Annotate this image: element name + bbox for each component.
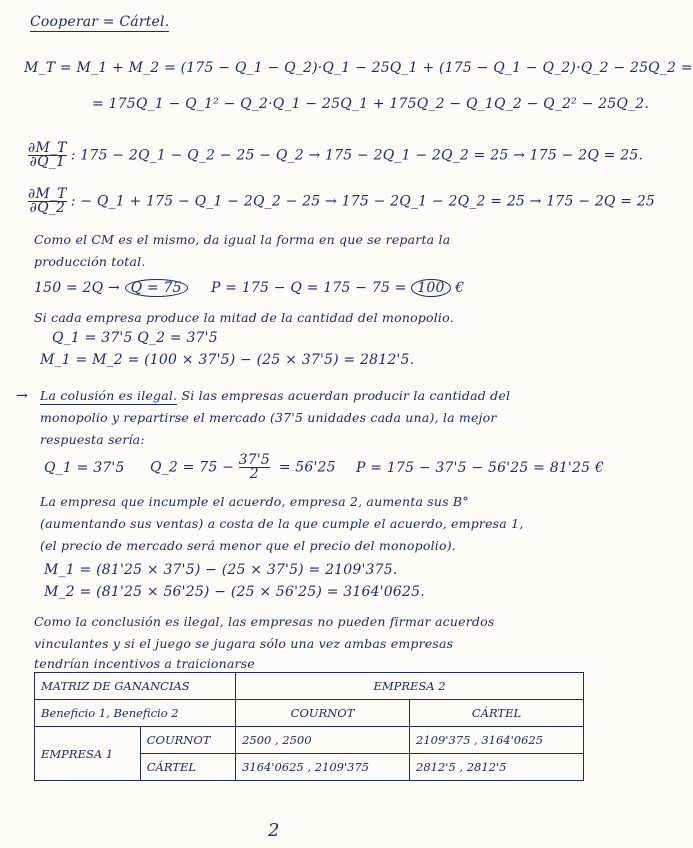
eq-price-text: P = 175 − Q = 175 − 75 = bbox=[210, 280, 407, 296]
matrix-cell-cournot-cournot: 2500 , 2500 bbox=[236, 727, 410, 754]
page-heading: Cooperar = Cártel. bbox=[30, 14, 170, 30]
paragraph-conclusion-line1: Como la conclusión es ilegal, las empresas no pueden firmar acuerdos bbox=[34, 614, 495, 629]
response-q2-result: = 56'25 bbox=[278, 459, 336, 476]
response-q2-denominator: 2 bbox=[249, 466, 259, 482]
matrix-row-cournot: COURNOT bbox=[140, 727, 235, 754]
circled-quantity: Q = 75 bbox=[125, 279, 188, 297]
derivative-q1-fraction bbox=[28, 142, 67, 169]
derivative-q2-numerator: ∂M_T bbox=[28, 186, 67, 202]
paragraph-conclusion-line2: vinculantes y si el juego se jugara sólo una vez ambas empresas bbox=[34, 636, 454, 651]
equation-total-profit: M_T = M_1 + M_2 = (175 − Q_1 − Q_2)·Q_1 − 25Q_1 + (175 − Q_1 − Q_2)·Q_2 − 25Q_2 = bbox=[24, 60, 693, 76]
paragraph-conclusion-line3: tendrían incentivos a traicionarse bbox=[34, 656, 255, 671]
response-q2-numerator: 37'5 bbox=[238, 452, 271, 468]
paragraph-cm-line1: Como el CM es el mismo, da igual la forma en que se reparta la bbox=[34, 232, 451, 247]
matrix-title: MATRIZ DE GANANCIAS bbox=[35, 673, 236, 700]
eq-quantity-text: 150 = 2Q → bbox=[34, 280, 120, 296]
paragraph-breach-line2: (aumentando sus ventas) a costa de la que cumple el acuerdo, empresa 1, bbox=[40, 516, 524, 531]
matrix-cell-cartel-cartel: 2812'5 , 2812'5 bbox=[410, 754, 584, 781]
equation-total-profit-expanded: = 175Q_1 − Q_1² − Q_2·Q_1 − 25Q_1 + 175Q_2 − Q_1Q_2 − Q_2² − 25Q_2. bbox=[92, 96, 650, 112]
matrix-row-cartel: CÁRTEL bbox=[140, 754, 235, 781]
derivative-q1-expression: : 175 − 2Q_1 − Q_2 − 25 − Q_2 → 175 − 2Q_1 − 2Q_2 = 25 → 175 − 2Q = 25. bbox=[70, 147, 644, 164]
arrow-icon: → bbox=[16, 388, 28, 404]
derivative-q1 bbox=[28, 142, 643, 169]
illegal-text-1: Si las empresas acuerdan producir la cantidad del bbox=[181, 388, 511, 403]
paragraph-breach-line1: La empresa que incumple el acuerdo, empresa 2, aumenta sus B° bbox=[40, 494, 469, 509]
profit-equal: M_1 = M_2 = (100 × 37'5) − (25 × 37'5) = 2812'5. bbox=[40, 352, 415, 368]
derivative-q2-denominator: ∂Q_2 bbox=[29, 200, 66, 216]
illegal-heading: La colusión es ilegal. bbox=[40, 388, 178, 403]
equation-quantity-price bbox=[34, 280, 464, 296]
response-q2 bbox=[150, 454, 336, 481]
matrix-cell-cournot-cartel: 2109'375 , 3164'0625 bbox=[410, 727, 584, 754]
page-number: 2 bbox=[268, 820, 280, 841]
derivative-q2 bbox=[28, 188, 655, 215]
derivative-q2-expression: : − Q_1 + 175 − Q_1 − 2Q_2 − 25 → 175 − 2Q_1 − 2Q_2 = 25 → 175 − 2Q = 25 bbox=[70, 193, 656, 210]
response-q1: Q_1 = 37'5 bbox=[44, 460, 125, 476]
matrix-col-cartel: CÁRTEL bbox=[410, 700, 584, 727]
payoff-matrix bbox=[34, 672, 584, 781]
euro-sign: € bbox=[455, 280, 465, 296]
quantities-equal: Q_1 = 37'5 Q_2 = 37'5 bbox=[52, 330, 218, 346]
matrix-empresa1-header: EMPRESA 1 bbox=[35, 727, 141, 781]
paragraph-cm-line2: producción total. bbox=[34, 254, 146, 269]
matrix-col-cournot: COURNOT bbox=[236, 700, 410, 727]
response-q2-text: Q_2 = 75 − bbox=[150, 459, 235, 476]
matrix-cell-cartel-cournot: 3164'0625 , 2109'375 bbox=[236, 754, 410, 781]
paragraph-half-monopoly: Si cada empresa produce la mitad de la cantidad del monopolio. bbox=[34, 310, 454, 325]
response-price: P = 175 − 37'5 − 56'25 = 81'25 € bbox=[356, 460, 604, 476]
matrix-subheader: Beneficio 1, Beneficio 2 bbox=[35, 700, 236, 727]
profit-m1: M_1 = (81'25 × 37'5) − (25 × 37'5) = 2109'375. bbox=[44, 562, 398, 578]
derivative-q1-numerator: ∂M_T bbox=[28, 140, 67, 156]
circled-price: 100 bbox=[411, 279, 450, 297]
derivative-q1-denominator: ∂Q_1 bbox=[29, 154, 66, 170]
response-q2-fraction bbox=[239, 454, 270, 481]
paragraph-breach-line3: (el precio de mercado será menor que el precio del monopolio). bbox=[40, 538, 456, 553]
matrix-empresa2-header: EMPRESA 2 bbox=[236, 673, 584, 700]
paragraph-illegal-line1 bbox=[40, 388, 510, 403]
profit-m2: M_2 = (81'25 × 56'25) − (25 × 56'25) = 3164'0625. bbox=[44, 584, 425, 600]
derivative-q2-fraction bbox=[28, 188, 67, 215]
paragraph-illegal-line3: respuesta sería: bbox=[40, 432, 145, 447]
paragraph-illegal-line2: monopolio y repartirse el mercado (37'5 unidades cada una), la mejor bbox=[40, 410, 497, 425]
